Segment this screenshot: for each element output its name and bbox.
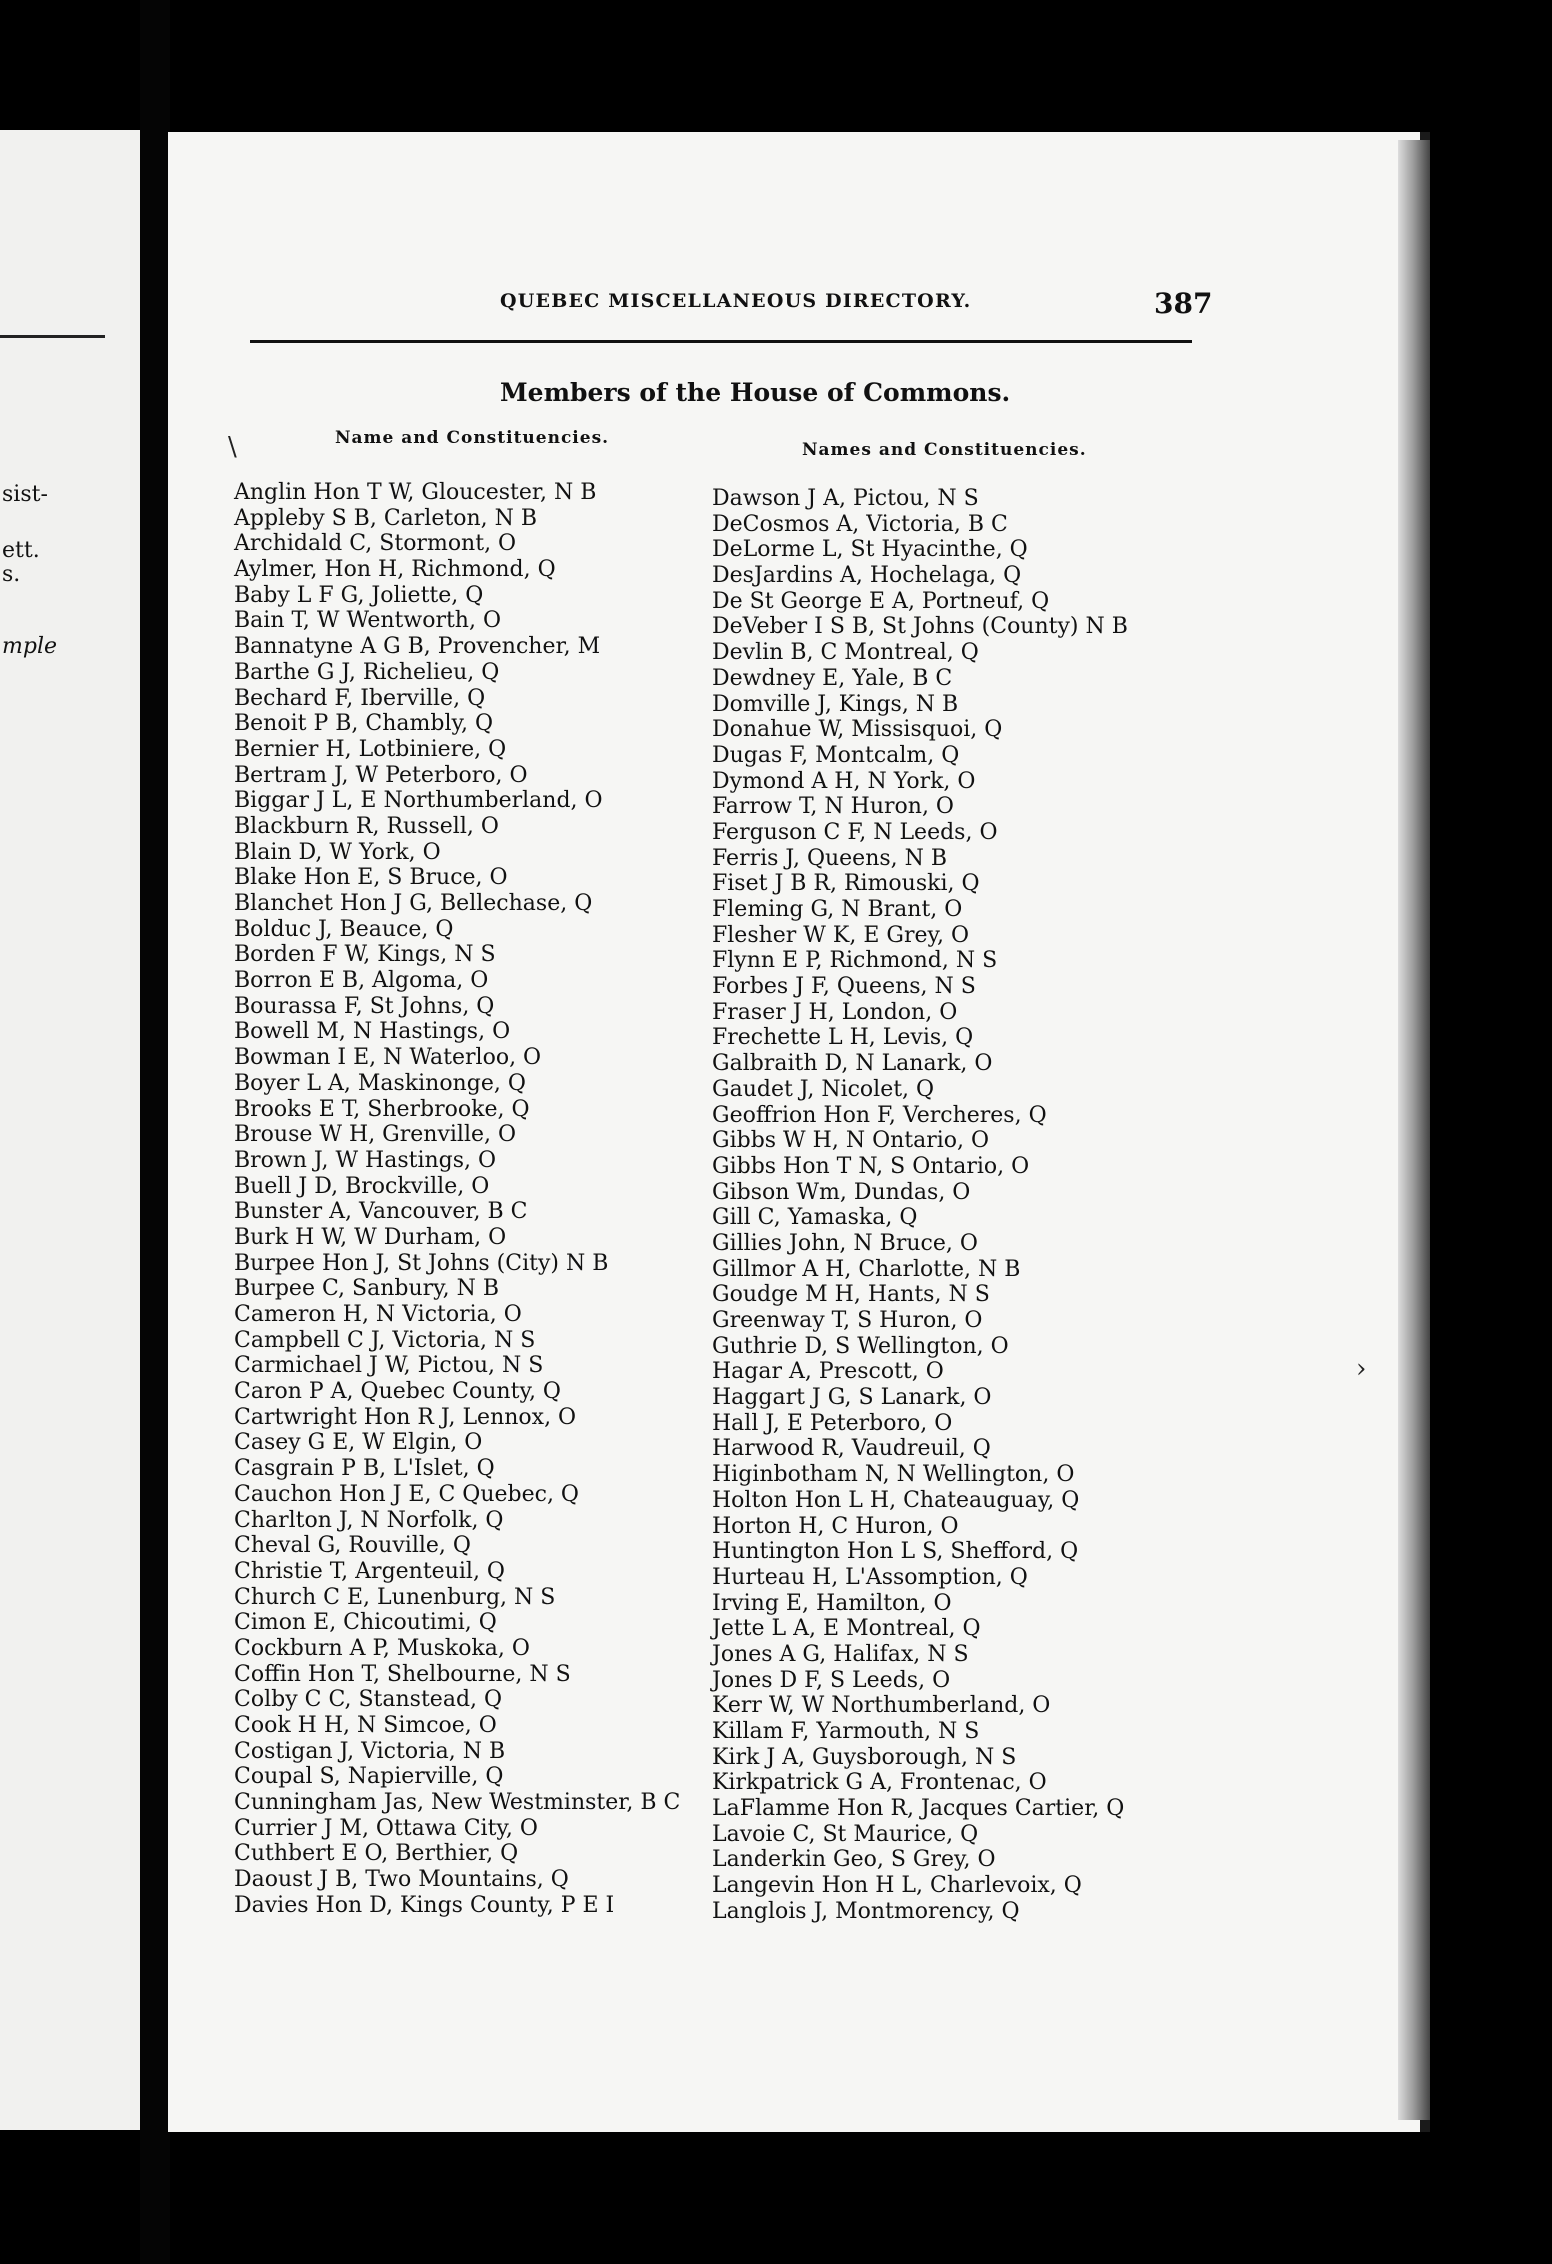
member-entry: Gillmor A H, Charlotte, N B: [712, 1256, 1021, 1282]
member-entry: Boyer L A, Maskinonge, Q: [234, 1070, 526, 1096]
member-entry: Guthrie D, S Wellington, O: [712, 1333, 1009, 1359]
adjacent-page-fragment: s.: [2, 562, 21, 587]
adjacent-page-strip: [0, 130, 140, 2130]
member-entry: Carmichael J W, Pictou, N S: [234, 1353, 544, 1379]
member-entry: Baby L F G, Joliette, Q: [234, 582, 484, 608]
member-entry: Blake Hon E, S Bruce, O: [234, 865, 508, 891]
member-entry: Kerr W, W Northumberland, O: [712, 1693, 1051, 1719]
member-entry: Lavoie C, St Maurice, Q: [712, 1821, 979, 1847]
member-entry: Gibbs W H, N Ontario, O: [712, 1128, 990, 1154]
member-entry: Flynn E P, Richmond, N S: [712, 948, 998, 974]
member-entry: Bowman I E, N Waterloo, O: [234, 1045, 542, 1071]
member-entry: Cunningham Jas, New Westminster, B C: [234, 1790, 681, 1816]
member-entry: Bowell M, N Hastings, O: [234, 1019, 511, 1045]
member-entry: Archidald C, Stormont, O: [234, 531, 517, 557]
member-entry: Caron P A, Quebec County, Q: [234, 1379, 561, 1405]
member-entry: Brouse W H, Grenville, O: [234, 1122, 517, 1148]
member-entry: Currier J M, Ottawa City, O: [234, 1815, 538, 1841]
member-entry: Jones A G, Halifax, N S: [712, 1641, 969, 1667]
member-entry: Casey G E, W Elgin, O: [234, 1430, 483, 1456]
member-entry: Burpee C, Sanbury, N B: [234, 1276, 500, 1302]
member-entry: Harwood R, Vaudreuil, Q: [712, 1436, 991, 1462]
member-entry: Campbell C J, Victoria, N S: [234, 1327, 536, 1353]
member-entry: Horton H, C Huron, O: [712, 1513, 959, 1539]
member-entry: Bernier H, Lotbiniere, Q: [234, 736, 507, 762]
member-entry: Christie T, Argenteuil, Q: [234, 1558, 505, 1584]
member-entry: Langlois J, Montmorency, Q: [712, 1898, 1020, 1924]
page-edge-shadow: [1398, 140, 1430, 2120]
member-entry: Brooks E T, Sherbrooke, Q: [234, 1096, 530, 1122]
member-entry: Huntington Hon L S, Shefford, Q: [712, 1539, 1079, 1565]
member-entry: Coupal S, Napierville, Q: [234, 1764, 504, 1790]
member-entry: DeVeber I S B, St Johns (County) N B: [712, 614, 1128, 640]
member-entry: Anglin Hon T W, Gloucester, N B: [234, 480, 597, 505]
member-entry: Cameron H, N Victoria, O: [234, 1302, 522, 1327]
member-entry: Church C E, Lunenburg, N S: [234, 1584, 556, 1610]
header-rule: [250, 340, 1192, 343]
member-entry: Gill C, Yamaska, Q: [712, 1205, 918, 1231]
member-entry: Bannatyne A G B, Provencher, M: [234, 634, 601, 660]
member-entry: Daoust J B, Two Mountains, Q: [234, 1867, 569, 1893]
member-list-right: [712, 486, 1128, 1925]
member-entry: Forbes J F, Queens, N S: [712, 974, 976, 1000]
member-entry: Ferguson C F, N Leeds, O: [712, 819, 998, 845]
member-entry: Bourassa F, St Johns, Q: [234, 993, 495, 1019]
member-entry: Cook H H, N Simcoe, O: [234, 1713, 497, 1738]
member-entry: Irving E, Hamilton, O: [712, 1590, 952, 1616]
member-entry: Devlin B, C Montreal, Q: [712, 640, 979, 666]
stray-mark: ›: [1356, 1354, 1367, 1384]
column-heading-right: Names and Constituencies.: [802, 440, 1087, 460]
member-entry: Donahue W, Missisquoi, Q: [712, 717, 1003, 743]
member-entry: De St George E A, Portneuf, Q: [712, 588, 1050, 614]
member-entry: DesJardins A, Hochelaga, Q: [712, 563, 1022, 589]
member-entry: Costigan J, Victoria, N B: [234, 1738, 506, 1764]
adjacent-page-fragment: sist-: [2, 482, 48, 507]
adjacent-page-fragment: ett.: [2, 538, 40, 563]
member-entry: Gibbs Hon T N, S Ontario, O: [712, 1153, 1030, 1179]
member-entry: Fraser J H, London, O: [712, 999, 958, 1025]
member-entry: Borron E B, Algoma, O: [234, 968, 489, 994]
member-entry: Hall J, E Peterboro, O: [712, 1410, 953, 1436]
member-entry: Haggart J G, S Lanark, O: [712, 1385, 992, 1411]
member-entry: Kirk J A, Guysborough, N S: [712, 1744, 1017, 1770]
page-number: 387: [1154, 287, 1213, 320]
member-entry: Benoit P B, Chambly, Q: [234, 711, 494, 737]
member-entry: Ferris J, Queens, N B: [712, 845, 948, 871]
member-entry: Greenway T, S Huron, O: [712, 1308, 983, 1333]
member-entry: Biggar J L, E Northumberland, O: [234, 788, 603, 814]
member-entry: Landerkin Geo, S Grey, O: [712, 1847, 996, 1873]
member-entry: Appleby S B, Carleton, N B: [234, 505, 538, 531]
stray-mark: \: [228, 432, 237, 462]
member-entry: Fiset J B R, Rimouski, Q: [712, 871, 980, 897]
member-entry: Langevin Hon H L, Charlevoix, Q: [712, 1873, 1082, 1899]
adjacent-page-fragment: mple: [2, 634, 57, 659]
member-entry: Killam F, Yarmouth, N S: [712, 1719, 980, 1744]
member-entry: Blain D, W York, O: [234, 839, 441, 865]
member-entry: Dawson J A, Pictou, N S: [712, 486, 979, 511]
member-entry: Cheval G, Rouville, Q: [234, 1533, 471, 1559]
member-entry: Coffin Hon T, Shelbourne, N S: [234, 1661, 571, 1687]
column-heading-left: Name and Constituencies.: [335, 428, 610, 448]
member-entry: Gibson Wm, Dundas, O: [712, 1179, 971, 1205]
member-entry: Cauchon Hon J E, C Quebec, Q: [234, 1481, 579, 1507]
member-entry: Jette L A, E Montreal, Q: [712, 1616, 981, 1642]
member-entry: Bolduc J, Beauce, Q: [234, 916, 454, 942]
section-title: Members of the House of Commons.: [500, 378, 1011, 407]
member-entry: Higinbotham N, N Wellington, O: [712, 1462, 1075, 1488]
member-entry: Flesher W K, E Grey, O: [712, 922, 970, 948]
member-entry: DeLorme L, St Hyacinthe, Q: [712, 537, 1028, 563]
member-entry: Dewdney E, Yale, B C: [712, 665, 953, 691]
member-entry: Brown J, W Hastings, O: [234, 1147, 497, 1173]
member-entry: Galbraith D, N Lanark, O: [712, 1051, 993, 1077]
member-entry: Hagar A, Prescott, O: [712, 1359, 944, 1385]
member-entry: Goudge M H, Hants, N S: [712, 1282, 990, 1308]
member-entry: Cuthbert E O, Berthier, Q: [234, 1841, 519, 1867]
member-entry: Blackburn R, Russell, O: [234, 813, 499, 839]
member-entry: Casgrain P B, L'Islet, Q: [234, 1456, 495, 1482]
member-entry: Blanchet Hon J G, Bellechase, Q: [234, 891, 593, 916]
member-entry: Fleming G, N Brant, O: [712, 897, 963, 922]
member-entry: Bunster A, Vancouver, B C: [234, 1199, 528, 1225]
member-entry: Kirkpatrick G A, Frontenac, O: [712, 1770, 1047, 1796]
member-entry: Gaudet J, Nicolet, Q: [712, 1076, 935, 1102]
member-entry: Gillies John, N Bruce, O: [712, 1230, 978, 1256]
member-entry: Buell J D, Brockville, O: [234, 1173, 490, 1199]
member-entry: Bertram J, W Peterboro, O: [234, 762, 528, 788]
running-title: QUEBEC MISCELLANEOUS DIRECTORY.: [500, 290, 972, 312]
member-entry: Cartwright Hon R J, Lennox, O: [234, 1404, 577, 1430]
member-entry: Geoffrion Hon F, Vercheres, Q: [712, 1102, 1047, 1128]
member-entry: Burk H W, W Durham, O: [234, 1224, 507, 1250]
member-entry: Dugas F, Montcalm, Q: [712, 742, 960, 768]
member-entry: Holton Hon L H, Chateauguay, Q: [712, 1487, 1080, 1513]
member-entry: Davies Hon D, Kings County, P E I: [234, 1892, 615, 1918]
member-entry: Domville J, Kings, N B: [712, 691, 959, 717]
member-entry: Cockburn A P, Muskoka, O: [234, 1635, 530, 1661]
member-entry: Colby C C, Stanstead, Q: [234, 1687, 503, 1713]
adjacent-page-rule: [0, 335, 105, 338]
member-entry: Barthe G J, Richelieu, Q: [234, 659, 500, 685]
member-entry: Bechard F, Iberville, Q: [234, 685, 486, 711]
member-entry: Bain T, W Wentworth, O: [234, 608, 501, 634]
member-entry: Burpee Hon J, St Johns (City) N B: [234, 1250, 609, 1276]
member-entry: Farrow T, N Huron, O: [712, 794, 954, 820]
member-entry: Charlton J, N Norfolk, Q: [234, 1507, 504, 1533]
member-entry: LaFlamme Hon R, Jacques Cartier, Q: [712, 1796, 1125, 1822]
member-entry: Cimon E, Chicoutimi, Q: [234, 1610, 497, 1636]
member-entry: Jones D F, S Leeds, O: [712, 1667, 951, 1693]
member-entry: Hurteau H, L'Assomption, Q: [712, 1564, 1028, 1590]
member-entry: Dymond A H, N York, O: [712, 768, 976, 794]
member-entry: Borden F W, Kings, N S: [234, 942, 496, 968]
member-list-left: [234, 480, 680, 1919]
book-gutter: [140, 0, 170, 2264]
member-entry: Aylmer, Hon H, Richmond, Q: [234, 557, 556, 583]
member-entry: Frechette L H, Levis, Q: [712, 1025, 974, 1051]
member-entry: DeCosmos A, Victoria, B C: [712, 511, 1008, 537]
